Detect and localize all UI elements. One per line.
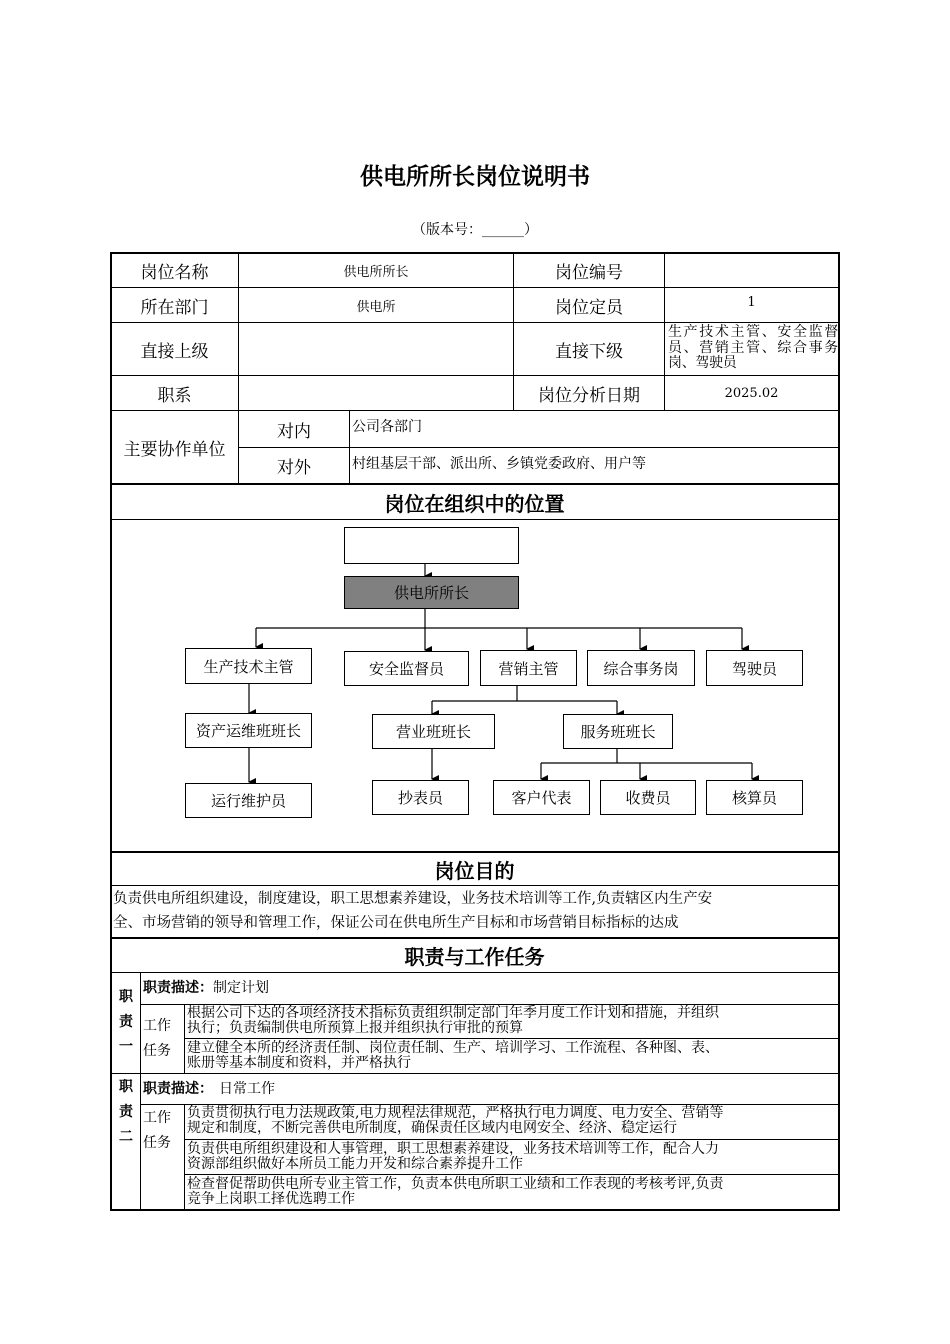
superior-label: 直接上级 <box>140 341 209 362</box>
position-name-label: 岗位名称 <box>140 262 209 283</box>
duty-one-label: 职 责 一 <box>119 989 133 1055</box>
duty-one-task-2: 建立健全本所的经济责任制、岗位责任制、生产、培训学习、工作流程、各种图、表、 账册等基本制度和资料，并严格执行 <box>187 1040 719 1071</box>
coop-units-label: 主要协作单位 <box>123 439 226 460</box>
subordinate-label: 直接下级 <box>555 341 623 362</box>
purpose-section-title: 岗位目的 <box>434 858 515 883</box>
analysis-date-label: 岗位分析日期 <box>538 385 640 406</box>
org-box-production-tech: 生产技术主管 <box>185 648 312 684</box>
org-box-top <box>344 527 519 564</box>
org-box-general-affairs: 综合事务岗 <box>587 650 695 686</box>
purpose-line-1: 负责供电所组织建设，制度建设，职工思想素养建设，业务技术培训等工作,负责辖区内生产安 <box>113 891 713 907</box>
org-box-accountant: 核算员 <box>706 780 803 815</box>
dept-value: 供电所 <box>356 299 396 315</box>
internal-label: 对内 <box>277 421 311 442</box>
duty-one-task-1: 根据公司下达的各项经济技术指标负责组织制定部门年季月度工作计划和措施，并组织 执行；负责编制供电所预算上报并组织执行审批的预算 <box>187 1005 719 1036</box>
org-box-customer-rep: 客户代表 <box>493 780 590 815</box>
org-box-marketing: 营销主管 <box>480 650 577 686</box>
internal-value: 公司各部门 <box>352 419 422 435</box>
org-box-self: 供电所所长 <box>344 576 519 609</box>
subordinate-value: 生产技术主管、安全监督员、营销主管、综合事务岗、驾驶员 <box>668 324 838 371</box>
dept-label: 所在部门 <box>140 297 209 318</box>
org-section-title: 岗位在组织中的位置 <box>384 491 565 516</box>
page-title: 供电所所长岗位说明书 <box>360 164 590 190</box>
duties-section-title: 职责与工作任务 <box>404 945 545 969</box>
position-no-label: 岗位编号 <box>555 262 623 283</box>
org-box-sales-lead: 营业班班长 <box>372 714 495 749</box>
org-box-service-lead: 服务班班长 <box>563 714 673 749</box>
series-label: 职系 <box>157 385 192 406</box>
external-label: 对外 <box>277 458 311 478</box>
org-box-safety-supervisor: 安全监督员 <box>344 651 469 686</box>
external-value: 村组基层干部、派出所、乡镇党委政府、用户等 <box>352 456 646 472</box>
duty-one-task-label: 工作 任务 <box>143 1018 171 1059</box>
org-box-ops-staff: 运行维护员 <box>185 783 312 818</box>
duty-two-task-1: 负责贯彻执行电力法规政策,电力规程法律规范，严格执行电力调度、电力安全、营销等 规定和制度，不断完善供电所制度，确保责任区域内电网安全、经济、稳定运行 <box>187 1105 724 1136</box>
purpose-line-2: 全、市场营销的领导和管理工作，保证公司在供电所生产目标和市场营销目标指标的达成 <box>113 915 679 931</box>
position-name-value: 供电所所长 <box>343 264 409 280</box>
duty-one-desc: 职责描述：制定计划 <box>143 980 269 996</box>
org-box-cashier: 收费员 <box>600 780 696 815</box>
headcount-label: 岗位定员 <box>555 297 623 318</box>
version-number: （版本号：______） <box>412 222 538 238</box>
duty-two-desc: 职责描述： 日常工作 <box>143 1081 275 1097</box>
duty-two-task-3: 检查督促帮助供电所专业主管工作，负责本供电所职工业绩和工作表现的考核考评,负责 竞争上岗职工择优选聘工作 <box>187 1176 724 1207</box>
duty-two-task-2: 负责供电所组织建设和人事管理，职工思想素养建设，业务技术培训等工作，配合人力 资源部组织做好本所员工能力开发和综合素养提升工作 <box>187 1141 719 1172</box>
analysis-date-value: 2025.02 <box>724 385 779 401</box>
duty-two-task-label: 工作 任务 <box>143 1110 171 1151</box>
duty-two-label: 职 责 二 <box>119 1079 133 1145</box>
org-box-meter-reader: 抄表员 <box>372 780 469 815</box>
org-box-asset-lead: 资产运维班班长 <box>185 713 312 748</box>
org-box-driver: 驾驶员 <box>706 650 803 686</box>
headcount-value: 1 <box>747 294 756 310</box>
